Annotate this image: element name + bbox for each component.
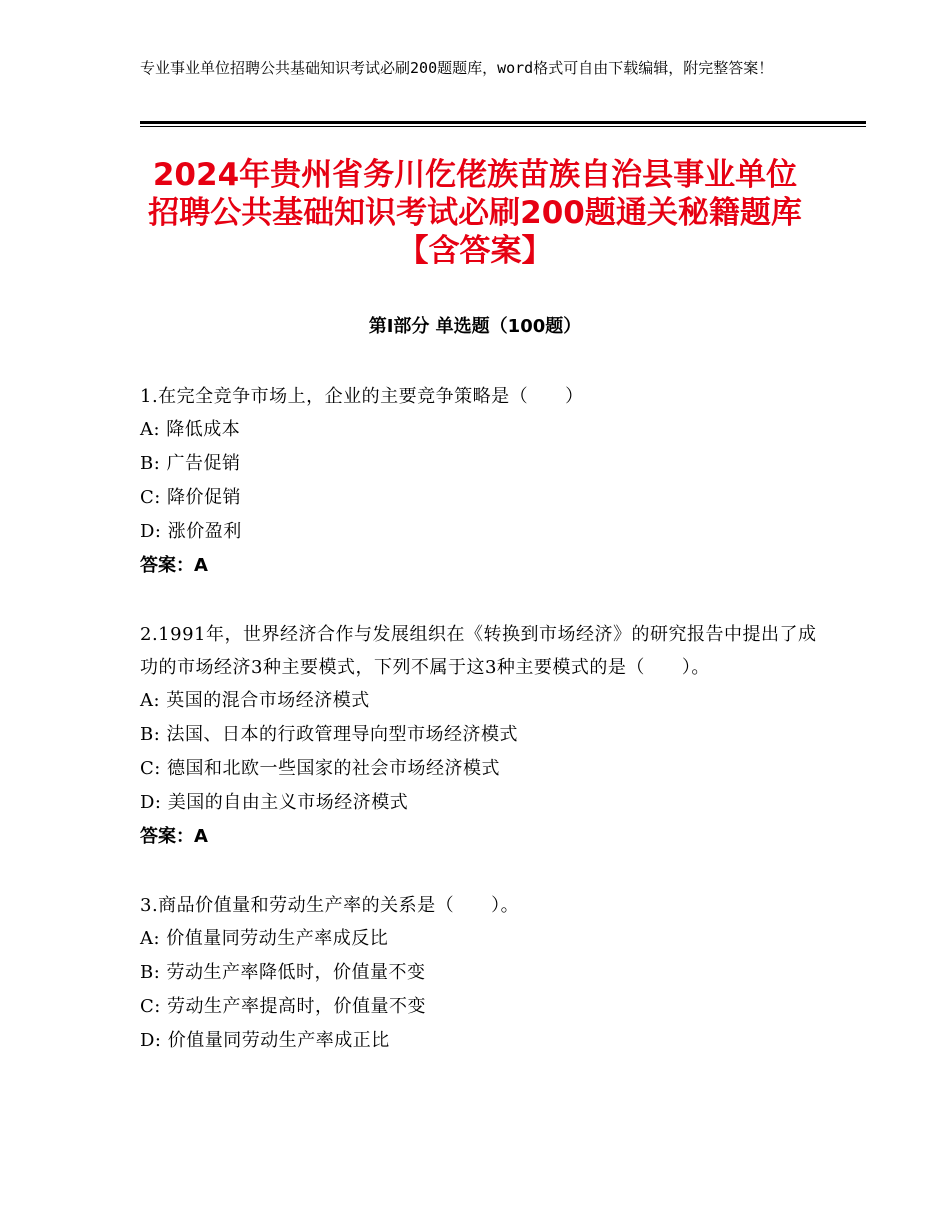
question-list <box>140 380 820 1093</box>
section-title: 第Ⅰ部分 单选题（100题） <box>368 316 582 337</box>
header-rule-thick <box>140 121 866 124</box>
header-note: 专业事业单位招聘公共基础知识考试必刷200题题库，word格式可自由下载编辑，附完整答案！ <box>140 59 774 77</box>
header-rule-thin <box>140 126 866 127</box>
document-title: 2024年贵州省务川仡佬族苗族自治县事业单位招聘公共基础知识考试必刷200题通关秘籍题库【含答案】 <box>148 157 802 269</box>
question-1 <box>140 380 820 583</box>
option-c: C: 德国和北欧一些国家的社会市场经济模式 <box>140 758 501 779</box>
option-a: A: 价值量同劳动生产率成反比 <box>140 928 389 949</box>
option-d: D: 美国的自由主义市场经济模式 <box>140 792 409 813</box>
question-3 <box>140 889 820 1058</box>
option-c: C: 劳动生产率提高时，价值量不变 <box>140 996 427 1017</box>
option-d: D: 涨价盈利 <box>140 521 242 542</box>
option-c: C: 降价促销 <box>140 487 242 508</box>
option-b: B: 劳动生产率降低时，价值量不变 <box>140 962 426 983</box>
question-stem: 3.商品价值量和劳动生产率的关系是（ ）。 <box>140 895 520 916</box>
option-d: D: 价值量同劳动生产率成正比 <box>140 1030 390 1051</box>
answer: 答案：A <box>140 826 208 847</box>
option-a: A: 降低成本 <box>140 419 241 440</box>
option-a: A: 英国的混合市场经济模式 <box>140 690 370 711</box>
question-stem: 1.在完全竞争市场上，企业的主要竞争策略是（ ） <box>140 386 584 407</box>
option-b: B: 广告促销 <box>140 453 241 474</box>
question-stem: 2.1991年，世界经济合作与发展组织在《转换到市场经济》的研究报告中提出了成功的市场经济3种主要模式，下列不属于这3种主要模式的是（ ）。 <box>140 624 817 678</box>
question-2 <box>140 618 820 854</box>
option-b: B: 法国、日本的行政管理导向型市场经济模式 <box>140 724 519 745</box>
answer: 答案：A <box>140 555 208 576</box>
